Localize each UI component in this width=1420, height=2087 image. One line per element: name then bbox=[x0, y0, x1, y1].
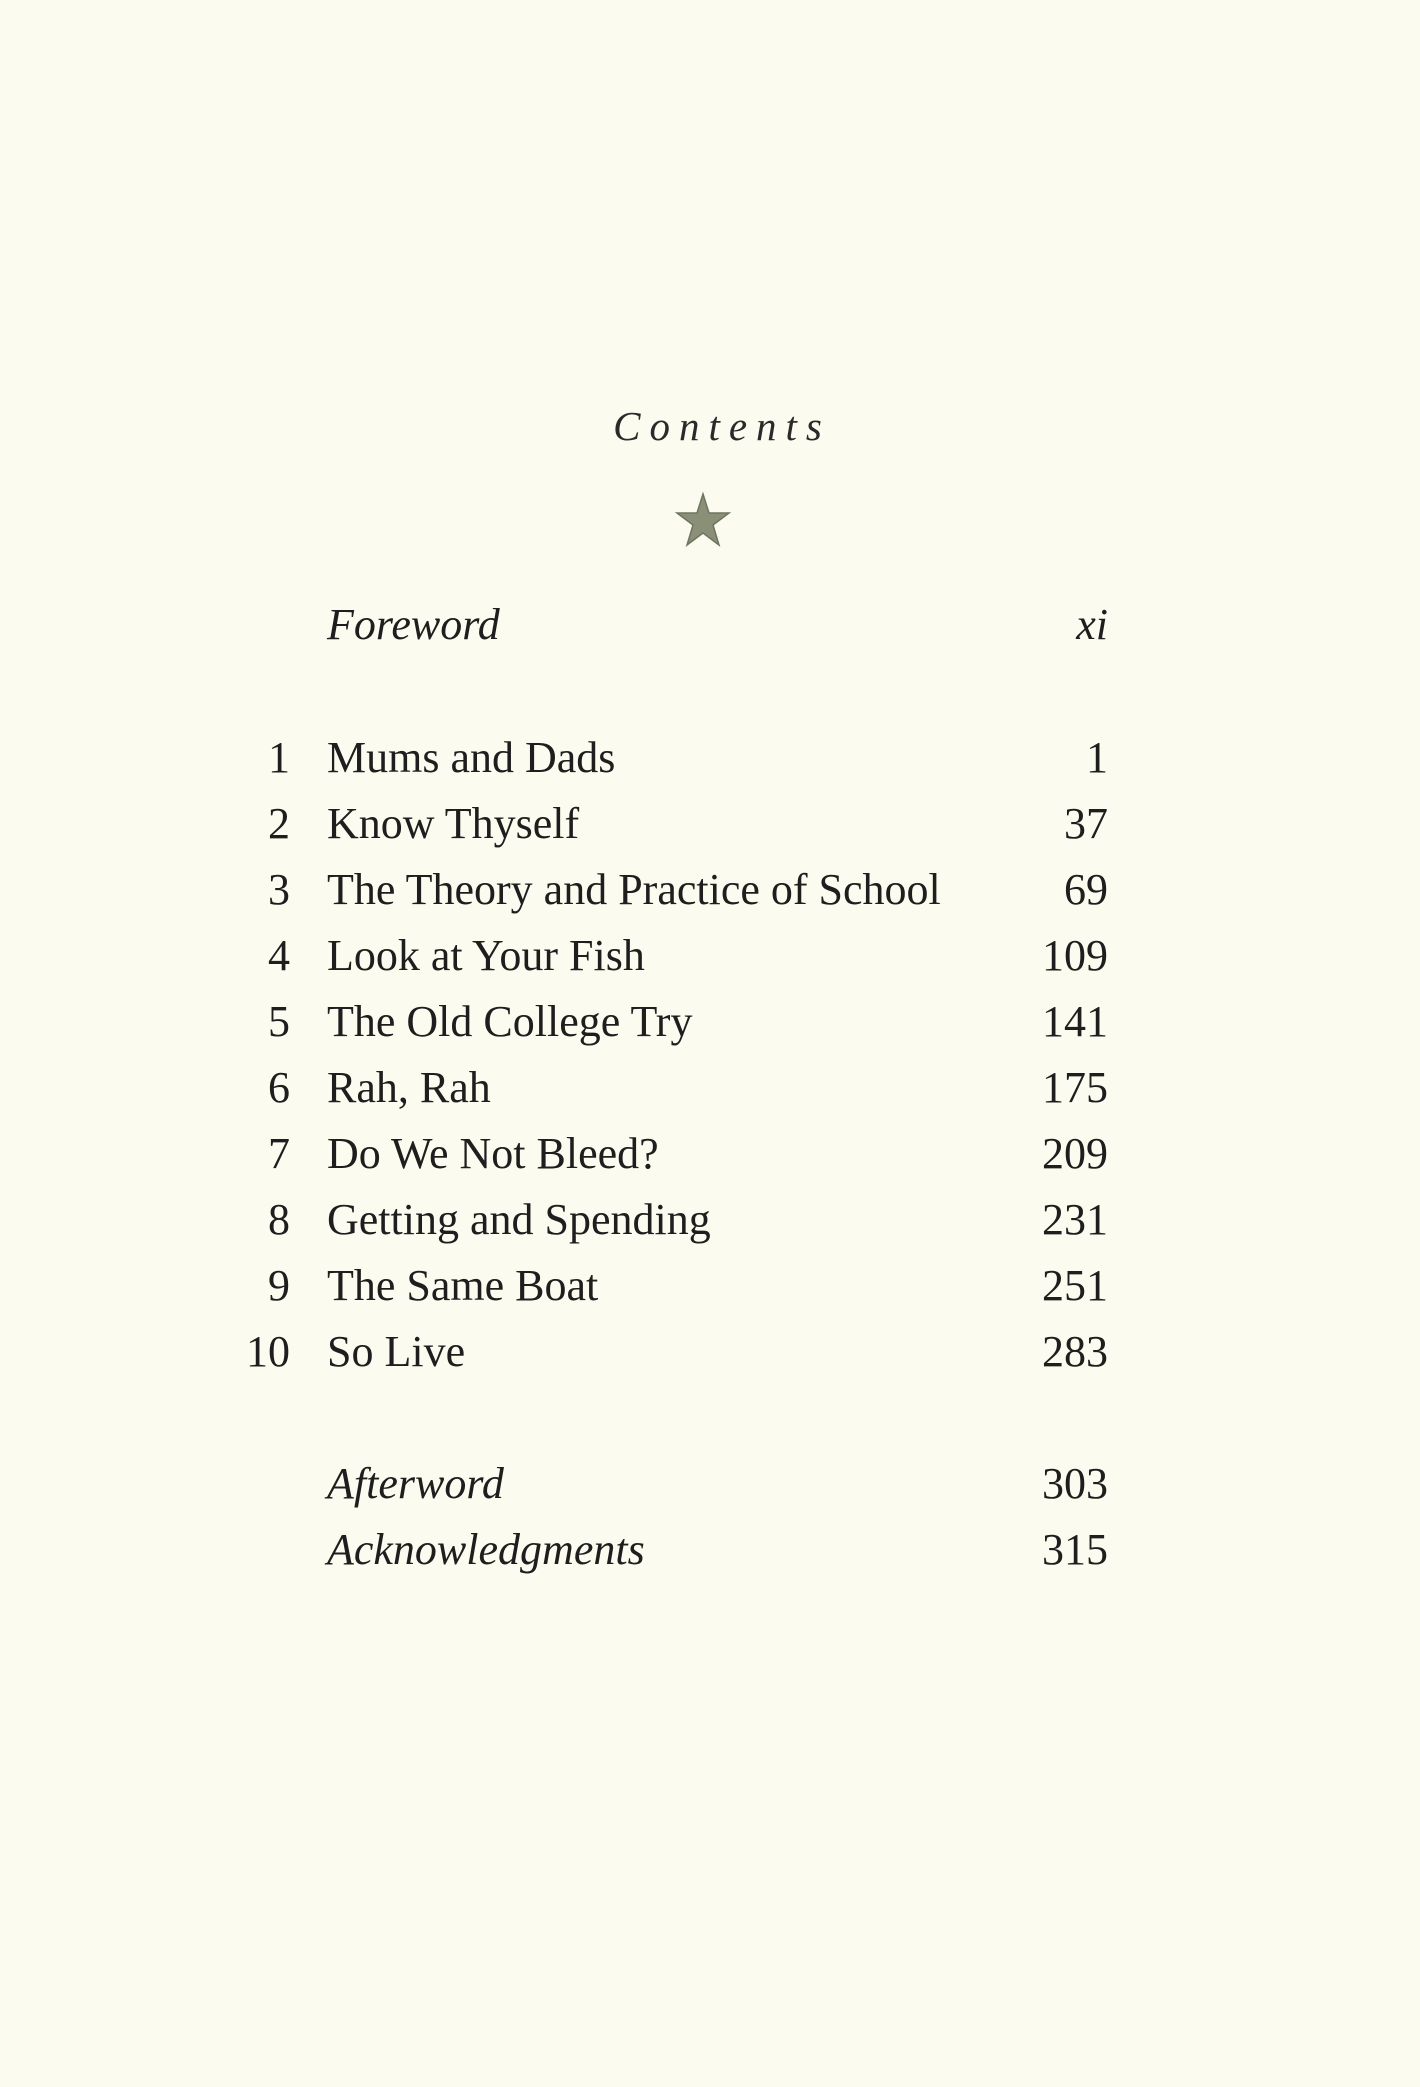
entry-page: 251 bbox=[1042, 1261, 1108, 1310]
entry-title: Know Thyself bbox=[327, 799, 580, 848]
entry-page: 231 bbox=[1042, 1195, 1108, 1244]
toc-entry-chapter[interactable] bbox=[0, 1324, 1420, 1380]
entry-title: Acknowledgments bbox=[327, 1525, 645, 1574]
chapter-number: 1 bbox=[268, 733, 290, 782]
chapter-number: 6 bbox=[268, 1063, 290, 1112]
entry-page: 303 bbox=[1042, 1459, 1108, 1508]
entry-page: 175 bbox=[1042, 1063, 1108, 1112]
chapter-number: 5 bbox=[268, 997, 290, 1046]
entry-page: 141 bbox=[1042, 997, 1108, 1046]
entry-title: The Old College Try bbox=[327, 997, 693, 1046]
entry-page: 315 bbox=[1042, 1525, 1108, 1574]
entry-title: Getting and Spending bbox=[327, 1195, 711, 1244]
toc-entry-chapter[interactable] bbox=[0, 994, 1420, 1050]
entry-title: Look at Your Fish bbox=[327, 931, 645, 980]
entry-title: Mums and Dads bbox=[327, 733, 616, 782]
toc-entry-chapter[interactable] bbox=[0, 730, 1420, 786]
chapter-number: 4 bbox=[268, 931, 290, 980]
entry-page: 1 bbox=[1086, 733, 1108, 782]
entry-page: xi bbox=[1076, 600, 1108, 649]
entry-title: The Theory and Practice of School bbox=[327, 865, 941, 914]
chapter-number: 8 bbox=[268, 1195, 290, 1244]
entry-page: 209 bbox=[1042, 1129, 1108, 1178]
entry-page: 109 bbox=[1042, 931, 1108, 980]
toc-entry-chapter[interactable] bbox=[0, 928, 1420, 984]
toc-entry-foreword[interactable] bbox=[0, 597, 1420, 653]
entry-page: 283 bbox=[1042, 1327, 1108, 1376]
chapter-number: 3 bbox=[268, 865, 290, 914]
star-ornament-icon bbox=[673, 490, 733, 550]
entry-title: Rah, Rah bbox=[327, 1063, 491, 1112]
toc-entry-chapter[interactable] bbox=[0, 796, 1420, 852]
chapter-number: 2 bbox=[268, 799, 290, 848]
chapter-number: 10 bbox=[246, 1327, 290, 1376]
toc-entry-chapter[interactable] bbox=[0, 1258, 1420, 1314]
entry-title: The Same Boat bbox=[327, 1261, 599, 1310]
entry-page: 69 bbox=[1064, 865, 1108, 914]
page-title: Contents bbox=[613, 403, 831, 449]
entry-title: Afterword bbox=[327, 1459, 504, 1508]
toc-entry-chapter[interactable] bbox=[0, 1060, 1420, 1116]
toc-entry-acknowledgments[interactable] bbox=[0, 1522, 1420, 1578]
toc-entry-chapter[interactable] bbox=[0, 1126, 1420, 1182]
toc-entry-afterword[interactable] bbox=[0, 1456, 1420, 1512]
chapter-number: 7 bbox=[268, 1129, 290, 1178]
entry-title: Do We Not Bleed? bbox=[327, 1129, 659, 1178]
entry-page: 37 bbox=[1064, 799, 1108, 848]
entry-title: Foreword bbox=[327, 600, 500, 649]
entry-title: So Live bbox=[327, 1327, 466, 1376]
chapter-number: 9 bbox=[268, 1261, 290, 1310]
toc-entry-chapter[interactable] bbox=[0, 1192, 1420, 1248]
toc-entry-chapter[interactable] bbox=[0, 862, 1420, 918]
